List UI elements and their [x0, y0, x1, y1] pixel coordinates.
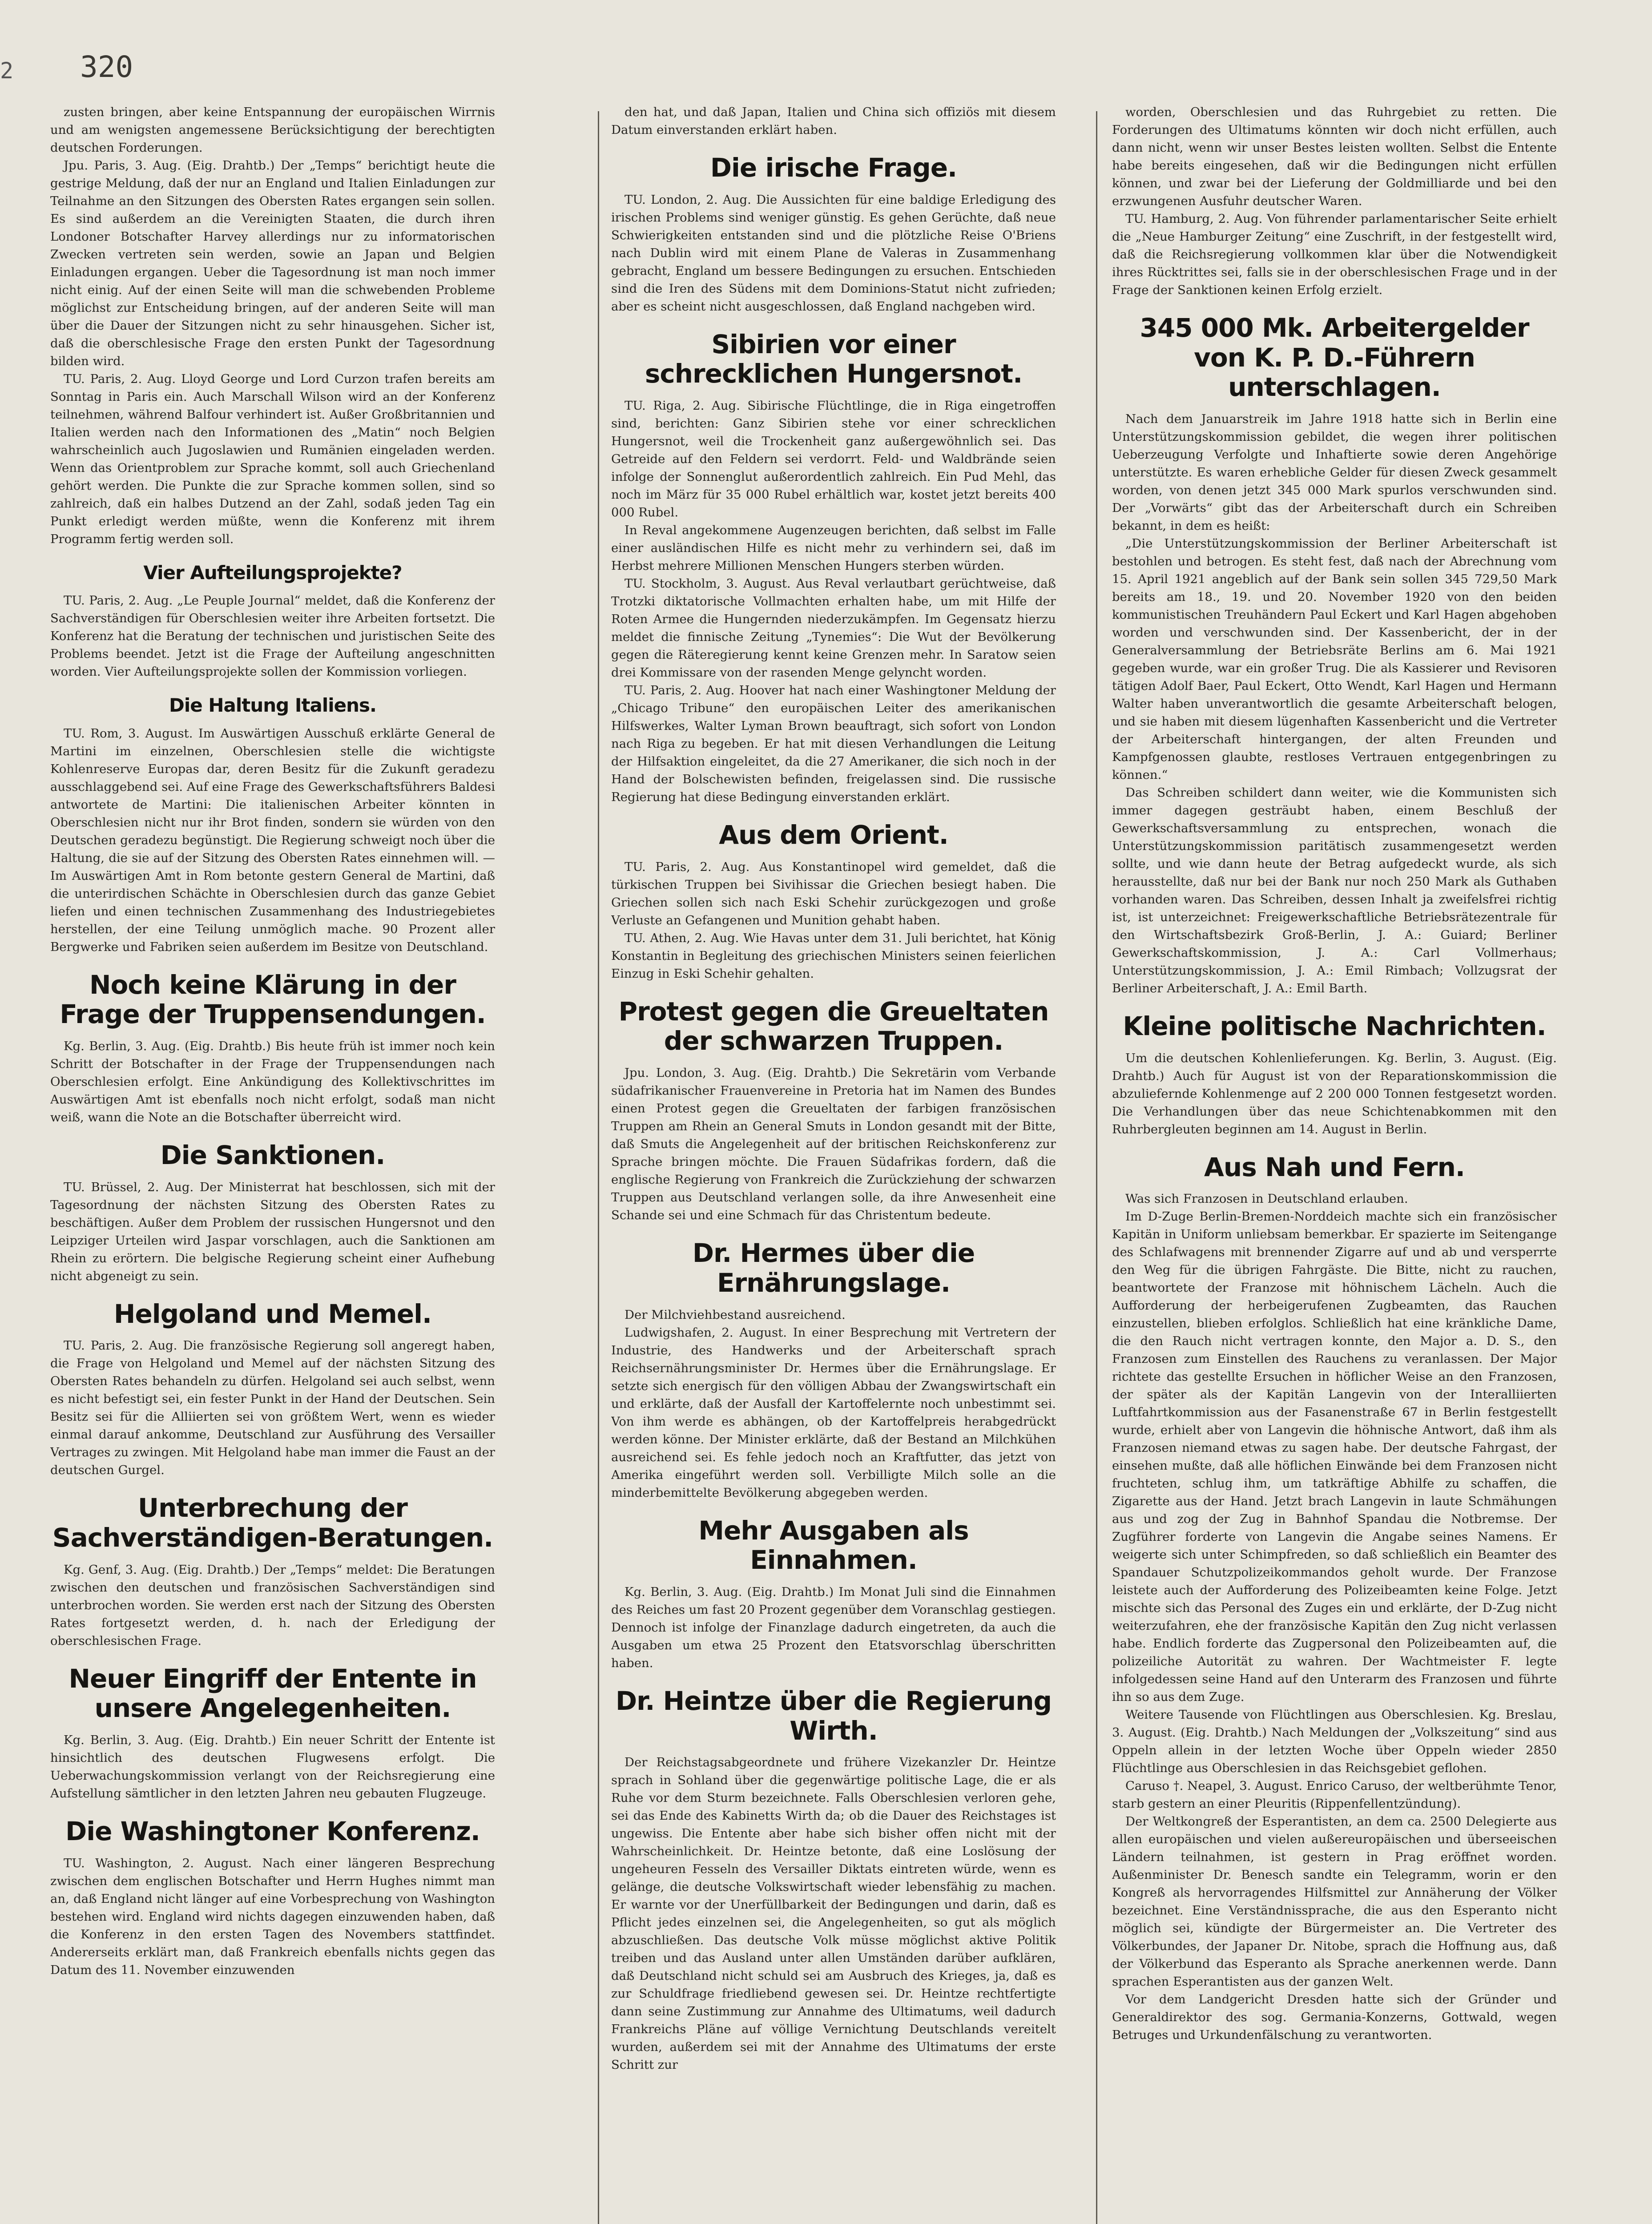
article-paragraph: Der Weltkongreß der Esperantisten, an dem ca. 2500 Delegierte aus allen europäischen und vielen außereuropäischen und überseeischen Ländern teilnahmen, ist gestern in Prag eröffnet worden. Außenminister Dr. Benesch sandte ein Telegramm, worin er den Kongreß als hervorragendes Hilfsmittel zur Annäherung der Völker bezeichnet. Eine Verständnissprache, die aus den Esperanto nicht möglich sei, kündigte der Bürgermeister an. Die Vertreter des Völkerbundes, der Japaner Dr. Nitobe, sprach die Hoffnung aus, daß der Völkerbund das Esperanto als Sprache anerkennen werde. Dann sprachen Esperantisten aus der ganzen Welt. — [1112, 1814, 1557, 1989]
article-paragraph: TU. Paris, 2. Aug. „Le Peuple Journal“ meldet, daß die Konferenz der Sachverständigen für Oberschlesien weiter ihre Arbeiten fortsetzt. Die Konferenz hat die Beratung der technischen und juristischen Seite des Problems beendet. Jetzt ist die Frage der Aufteilung angeschnitten worden. Vier Aufteilungsprojekte sollen der Kommission vorliegen. — [50, 593, 495, 679]
article-paragraph: Caruso †. Neapel, 3. August. Enrico Caruso, der weltberühmte Tenor, starb gestern an einer Pleuritis (Rippenfellentzündung). — [1112, 1779, 1557, 1811]
article-paragraph: Das Schreiben schildert dann weiter, wie die Kommunisten sich immer dagegen gesträubt haben, einem Beschluß der Gewerkschaftsversammlung zu entsprechen, wonach die Unterstützungskommission paritätisch zusammengesetzt werden sollte, und wie dann heute der Betrag aufgedeckt wurde, als sich herausstellte, daß nur bei der Bank nur noch 250 Mark als Guthaben vorhanden waren. Das Schreiben, dessen Inhalt ja zweifelsfrei richtig ist, ist unterzeichnet: Freigewerkschaftliche Betriebsrätezentrale für den Wirtschaftsbezirk Groß-Berlin, J. A.: Guiard; Berliner Gewerkschaftskommission, J. A.: Carl Vollmerhaus; Unterstützungskommission, J. A.: Emil Rimbach; Vollzugsrat der Berliner Arbeiterschaft, J. A.: Emil Barth. — [1112, 786, 1557, 996]
column-rule — [1096, 111, 1097, 2224]
article-headline: Die irische Frage. — [710, 153, 957, 183]
article-paragraph: Kg. Berlin, 3. Aug. (Eig. Drahtb.) Ein neuer Schritt der Entente ist hinsichtlich des deutschen Flugwesens erfolgt. Die Ueberwachungskommission verlangt von der Reichsregierung eine Aufstellung sämtlicher in den letzten Jahren neu gebauten Flugzeuge. — [50, 1733, 495, 1801]
article-paragraph: den hat, und daß Japan, Italien und China sich offiziös mit diesem Datum einverstanden erklärt haben. — [611, 105, 1056, 137]
article-headline: Kleine politische Nachrichten. — [1123, 1011, 1546, 1042]
edge-marks: 2 — [0, 58, 14, 84]
article-headline: Vier Aufteilungsprojekte? — [143, 562, 402, 584]
article-paragraph: Der Reichstagsabgeordnete und frühere Vizekanzler Dr. Heintze sprach in Sohland über die gegenwärtige politische Lage, die er als Ruhe vor dem Sturm bezeichnete. Falls Oberschlesien verloren gehe, sei das Ende des Kabinetts Wirth da; ob die Dauer des Reichstages ist ungewiss. Die Entente aber habe sich bisher offen nicht mit der Wahrscheinlichkeit. Dr. Heintze betonte, daß eine Loslösung der ungeheuren Fesseln des Versailler Diktats eintreten würde, wenn es gelänge, die deutsche Volkswirtschaft wieder lebensfähig zu machen. Er warnte vor der Unerfüllbarkeit der Bedingungen und darin, daß es Pflicht jedes einzelnen sei, die Angelegenheiten, so gut als möglich abzuschließen. Das deutsche Volk müsse möglichst aktive Politik treiben und das Ausland unter allen Umständen darüber aufklären, daß Deutschland nicht schuld sei am Ausbruch des Krieges, ja, daß es zur Schuldfrage friedliebend gewesen sei. Dr. Heintze rechtfertigte dann seine Zustimmung zur Annahme des Ultimatums, weil dadurch Frankreichs Pläne auf völlige Vernichtung Deutschlands vereitelt wurden, außerdem sei mit der Annahme des Ultimatums der erste Schritt zur — [611, 1755, 1056, 2072]
article-paragraph: TU. Stockholm, 3. August. Aus Reval verlautbart gerüchtweise, daß Trotzki diktatorische Vollmachten erhalten habe, um mit Hilfe der Roten Armee die Hungernden niederzukämpfen. Im Gegensatz hierzu meldet die finnische Zeitung „Tynemies“: Die Wut der Bevölkerung gegen die Räteregierung kennt keine Grenzen mehr. In Saratow seien drei Kommissare von der rasenden Menge gelyncht worden. — [611, 576, 1056, 680]
article-headline: Aus Nah und Fern. — [1204, 1152, 1465, 1182]
column-1 — [50, 103, 495, 2224]
article-paragraph: Ludwigshafen, 2. August. In einer Besprechung mit Vertretern der Industrie, des Handwerks und der Arbeiterschaft sprach Reichsernährungsminister Dr. Hermes über die Ernährungslage. Er setzte sich energisch für den völligen Abbau der Zwangswirtschaft ein und erklärte, daß der Ausfall der Kartoffelernte noch unbestimmt sei. Von ihm werde es abhängen, ob der Kartoffelpreis herabgedrückt werden könne. Der Minister erklärte, daß der Bestand an Milchkühen ausreichend sei. Es fehle jedoch noch an Kraftfutter, das jetzt von Amerika eingeführt werden soll. Verbilligte Milch solle an die minderbemittelte Bevölkerung abgegeben werden. — [611, 1325, 1056, 1500]
article-paragraph: TU. Hamburg, 2. Aug. Von führender parlamentarischer Seite erhielt die „Neue Hamburger Zeitung“ eine Zuschrift, in der festgestellt wird, daß die Reichsregierung vollkommen klar über die Notwendigkeit ihres Rücktrittes sei, falls sie in der oberschlesischen Frage und in der Frage der Sanktionen keinen Erfolg erzielt. — [1112, 212, 1557, 297]
article-headline: Dr. Hermes über die Ernährungslage. — [692, 1238, 975, 1298]
article-paragraph: worden, Oberschlesien und das Ruhrgebiet zu retten. Die Forderungen des Ultimatums könnten wir doch nicht erfüllen, auch dann nicht, wenn wir unser Bestes leisten wollten. Selbst die Entente habe bereits eingesehen, daß wir die Bedingungen nicht erfüllen können, und zwar bei der Lieferung der Goldmilliarde und bei den erzwungenen Ausfuhr deutscher Waren. — [1112, 105, 1557, 208]
article-headline: Die Washingtoner Konferenz. — [65, 1816, 480, 1847]
article-headline: Dr. Heintze über die Regierung Wirth. — [615, 1685, 1052, 1746]
article-paragraph: TU. Paris, 2. Aug. Hoover hat nach einer Washingtoner Meldung der „Chicago Tribune“ den europäischen Leiter des amerikanischen Hilfswerkes, Walter Lyman Brown beauftragt, sich sofort von London nach Riga zu begeben. Er hat mit diesen Verhandlungen die Leitung der Hilfsaktion eingeleitet, da die 27 Amerikaner, die sich noch in der Hand der Bolschewisten befinden, freigelassen sind. Die russische Regierung hat diese Bedingung einverstanden erklärt. — [611, 683, 1056, 805]
article-paragraph: TU. Riga, 2. Aug. Sibirische Flüchtlinge, die in Riga eingetroffen sind, berichten: Ganz Sibirien stehe vor einer schrecklichen Hungersnot, weil die Trockenheit ganz außergewöhnlich sei. Das Getreide auf den Feldern sei verdorrt. Feld- und Waldbrände seien infolge der Sonnenglut außerordentlich zahlreich. Ein Pud Mehl, das noch im März für 35 000 Rubel erhältlich war, kostet jetzt bereits 400 000 Rubel. — [611, 399, 1056, 520]
article-paragraph: TU. London, 2. Aug. Die Aussichten für eine baldige Erledigung des irischen Problems sind weniger günstig. Es gehen Gerüchte, daß neue Schwierigkeiten entstanden sind und die plötzliche Reise O'Briens nach Dublin wird mit einem Plane de Valeras in Zusammenhang gebracht, England um bessere Bedingungen zu ersuchen. Entschieden sind die Iren des Südens mit dem Dominions-Statut nicht zufrieden; aber es scheint nicht ausgeschlossen, daß England nachgeben wird. — [611, 192, 1056, 314]
article-paragraph: Kg. Berlin, 3. Aug. (Eig. Drahtb.) Bis heute früh ist immer noch kein Schritt der Botschafter in der Frage der Truppensendungen nach Oberschlesien erfolgt. Eine Ankündigung des Kollektivschrittes im Auswärtigen Amt ist ebenfalls noch nicht erfolgt, sodaß man nicht weiß, wann die Note an die Botschafter überreicht wird. — [50, 1039, 495, 1124]
article-paragraph: TU. Paris, 2. Aug. Lloyd George und Lord Curzon trafen bereits am Sonntag in Paris ein. Auch Marschall Wilson wird an der Konferenz teilnehmen, während Balfour verhindert ist. Außer Großbritannien und Italien werden nach den Informationen des „Matin“ noch Belgien wahrscheinlich auch Jugoslawien und Rumänien eingeladen werden. Wenn das Orientproblem zur Sprache kommt, soll auch Griechenland gehört werden. Die Punkte die zur Sprache kommen sollen, sind so zahlreich, daß ein halbes Dutzend an der Zahl, sodaß jeden Tag ein Punkt erledigt werden müßte, wenn die Konferenz mit ihrem Programm fertig werden soll. — [50, 372, 495, 546]
article-headline: Die Haltung Italiens. — [169, 694, 376, 717]
article-headline: Noch keine Klärung in der Frage der Truppensendungen. — [60, 969, 486, 1030]
article-paragraph: Weitere Tausende von Flüchtlingen aus Oberschlesien. Kg. Breslau, 3. August. (Eig. Drahtb.) Nach Meldungen der „Volkszeitung“ sind aus Oppeln allein in der letzten Woche über Oppeln wieder 2850 Flüchtlinge aus Oberschlesien in das Reichsgebiet geflohen. — [1112, 1708, 1557, 1776]
article-headline: Unterbrechung der Sachverständigen-Beratungen. — [52, 1493, 493, 1553]
article-paragraph: TU. Brüssel, 2. Aug. Der Ministerrat hat beschlossen, sich mit der Tagesordnung der nächsten Sitzung des Obersten Rates zu beschäftigen. Außer dem Problem der russischen Hungersnot und den Leipziger Urteilen wird Jaspar vorschlagen, auch die Sanktionen am Rhein zu erörtern. Die belgische Regierung scheint einer Aufhebung nicht abgeneigt zu sein. — [50, 1180, 495, 1283]
article-paragraph: Was sich Franzosen in Deutschland erlauben. — [1125, 1192, 1408, 1206]
article-headline: Neuer Eingriff der Entente in unsere Angelegenheiten. — [68, 1663, 477, 1724]
article-paragraph: Jpu. Paris, 3. Aug. (Eig. Drahtb.) Der „Temps“ berichtigt heute die gestrige Meldung, daß der nur an England und Italien Einladungen zur Teilnahme an den Sitzungen des Obersten Rates ergangen sein sollen. Es sind außerdem an die Vereinigten Staaten, die durch ihren Londoner Botschafter Harvey allerdings nur zu informatorischen Zwecken vertreten sein werden, sowie an Japan und Belgien Einladungen ergangen. Ueber die Tagesordnung ist man noch immer nicht einig. Auf der einen Seite will man die schwebenden Probleme möglichst zur Entscheidung bringen, auf der anderen Seite will man über die Dauer der Sitzungen nicht zu sehr hinausgehen. Sicher ist, daß die oberschlesische Frage den ersten Punkt der Tagesordnung bilden wird. — [50, 158, 495, 368]
article-paragraph: Jpu. London, 3. Aug. (Eig. Drahtb.) Die Sekretärin vom Verbande südafrikanischer Frauenvereine in Pretoria hat im Namen des Bundes einen Protest gegen die Greueltaten der farbigen französischen Truppen am Rhein an General Smuts in London gesandt mit der Bitte, daß Smuts die Angelegenheit auf der britischen Reichskonferenz zur Sprache bringen möchte. Die Frauen Südafrikas fordern, daß die englische Regierung von Frankreich die Zurückziehung der schwarzen Truppen aus Deutschland verlangen solle, da ihre Anwesenheit eine Schande sei und eine Schmach für das Christentum bedeute. — [611, 1066, 1056, 1223]
column-2 — [611, 103, 1056, 2224]
article-headline: Aus dem Orient. — [719, 820, 948, 850]
article-paragraph: zusten bringen, aber keine Entspannung der europäischen Wirrnis und am wenigsten angemessene Berücksichtigung der berechtigten deutschen Forderungen. — [50, 105, 495, 155]
article-paragraph: Im D-Zuge Berlin-Bremen-Norddeich machte sich ein französischer Kapitän in Uniform unliebsam bemerkbar. Er spazierte im Seitengange des Schlafwagens mit brennender Zigarre auf und ab und versperrte den Weg für die übrigen Fahrgäste. Die Bitte, nicht zu rauchen, beantwortete der Franzose mit höhnischem Lächeln. Auch die Aufforderung der herbeigerufenen Zugbeamten, das Rauchen einzustellen, blieben erfolglos. Schließlich hat eine kränkliche Dame, die den Rauch nicht vertragen konnte, den Major a. D. S., den Franzosen zum Einstellen des Rauchens zu veranlassen. Der Major richtete das gestellte Ersuchen in höflicher Weise an den Franzosen, der später als der Kapitän Langevin von der Interalliierten Luftfahrtkommission aus der Fasanenstraße 67 in Berlin festgestellt wurde, erhielt aber von Langevin die höhnische Antwort, daß ihm als Franzosen niemand etwas zu sagen habe. Der deutsche Fahrgast, der einsehen mußte, daß alle höflichen Einwände bei dem Franzosen nicht fruchteten, schlug ihm, um tatkräftige Abhilfe zu schaffen, die Zigarette aus der Hand. Jetzt brach Langevin in laute Schmähungen aus und zog der Zug in Bahnhof Spandau die Notbremse. Der Zugführer forderte von Langevin die Angabe seines Namens. Er weigerte sich unter Schimpfreden, so daß schließlich ein Beamter des Spandauer Schutzpolizeikommandos geholt wurde. Der Franzose leistete auch der Aufforderung des Polizeibeamten keine Folge. Jetzt mischte sich das Personal des Zuges ein und erklärte, der D-Zug nicht weiterzufahren, ehe der französische Kapitän den Zug nicht verlassen habe. Endlich forderte das Zugpersonal den Polizeibeamten auf, die polizeiliche Autorität zu wahren. Der Wachtmeister F. legte infolgedessen seine Hand auf den Unterarm des Franzosen und führte ihn so aus dem Zuge. — [1112, 1209, 1557, 1704]
article-headline: Mehr Ausgaben als Einnahmen. — [698, 1515, 969, 1575]
page-number: 320 — [80, 50, 133, 84]
article-headline: 345 000 Mk. Arbeitergelder von K. P. D.-Führern unterschlagen. — [1140, 313, 1529, 403]
article-paragraph: Um die deutschen Kohlenlieferungen. Kg. Berlin, 3. August. (Eig. Drahtb.) Auch für August ist von der Reparationskommission die abzuliefernde Kohlenmenge auf 2 200 000 Tonnen festgesetzt worden. Die Verhandlungen über das neue Schichtenabkommen mit den Ruhrbergleuten beginnen am 14. August in Berlin. — [1112, 1051, 1557, 1136]
article-headline: Die Sanktionen. — [160, 1140, 385, 1170]
article-paragraph: TU. Washington, 2. August. Nach einer längeren Besprechung zwischen dem englischen Botschafter und Herrn Hughes nimmt man an, daß England nicht länger auf eine Vorbesprechung von Washington bestehen wird. England wird nichts dagegen einzuwenden haben, daß die Konferenz in den ersten Tagen des Novembers stattfindet. Andererseits erklärt man, daß Frankreich ebenfalls nichts gegen das Datum des 11. November einzuwenden — [50, 1856, 495, 1977]
column-3 — [1112, 103, 1557, 2224]
article-paragraph: Kg. Berlin, 3. Aug. (Eig. Drahtb.) Im Monat Juli sind die Einnahmen des Reiches um fast 20 Prozent gegenüber dem Voranschlag gestiegen. Dennoch ist infolge der Finanzlage dadurch eingetreten, da auch die Ausgaben um etwa 25 Prozent den Etatsvorschlag überschritten haben. — [611, 1584, 1056, 1670]
article-headline: Helgoland und Memel. — [113, 1298, 432, 1329]
article-paragraph: Nach dem Januarstreik im Jahre 1918 hatte sich in Berlin eine Unterstützungskommission gebildet, die wegen ihrer politischen Ueberzeugung Verfolgte und Inhaftierte sowie deren Angehörige unterstützte. Es waren erhebliche Gelder für diesen Zweck gesammelt worden, von denen jetzt 345 000 Mark spurlos verschwunden sind. Der „Vorwärts“ gibt das der Arbeiterschaft durch ein Schreiben bekannt, in dem es heißt: — [1112, 412, 1557, 533]
column-rule — [598, 111, 599, 2224]
article-paragraph: TU. Athen, 2. Aug. Wie Havas unter dem 31. Juli berichtet, hat König Konstantin in Begleitung des griechischen Ministers seinen feierlichen Einzug in Eski Schehir gehalten. — [611, 931, 1056, 981]
article-headline: Protest gegen die Greueltaten der schwarzen Truppen. — [618, 996, 1049, 1056]
article-headline: Sibirien vor einer schrecklichen Hungersnot. — [645, 329, 1023, 389]
article-paragraph: Vor dem Landgericht Dresden hatte sich der Gründer und Generaldirektor des sog. Germania-Konzerns, Gottwald, wegen Betruges und Urkundenfälschung zu verantworten. — [1112, 1992, 1557, 2043]
article-paragraph: TU. Rom, 3. August. Im Auswärtigen Ausschuß erklärte General de Martini im einzelnen, Oberschlesien stelle die wichtigste Kohlenreserve Europas dar, deren Besitz für die Zukunft geradezu ausschlaggebend sei. Auf eine Frage des Gewerkschaftsführers Baldesi antwortete de Martini: Die italienischen Arbeiter könnten in Oberschlesien nicht nur ihr Brot finden, sondern sie würden von den Deutschen geradezu begünstigt. Die Regierung schweigt noch über die Haltung, die sie auf der Sitzung des Obersten Rates einnehmen will. — Im Auswärtigen Amt in Rom betonte gestern General de Martini, daß die unterirdischen Schächte in Oberschlesien durch das ganze Gebiet liefen und einen technischen Zusammenhang des Industriegebietes herstellen, der eine Teilung unmöglich mache. 90 Prozent aller Bergwerke und Fabriken seien außerdem im Besitze von Deutschland. — [50, 726, 495, 954]
article-paragraph: In Reval angekommene Augenzeugen berichten, daß selbst im Falle einer ausländischen Hilfe es nicht mehr zu verhindern sei, daß im Herbst mehrere Millionen Menschen Hungers sterben würden. — [611, 523, 1056, 573]
article-paragraph: „Die Unterstützungskommission der Berliner Arbeiterschaft ist bestohlen und betrogen. Es steht fest, daß nach der Abrechnung vom 15. April 1921 angeblich auf der Bank sein sollen 345 729,50 Mark bereits am 18., 19. und 20. November 1920 von den beiden kommunistischen Treuhändern Paul Eckert und Karl Hagen abgehoben worden und verschwunden sind. Der Kassenbericht, der in der Generalversammlung der Betriebsräte Berlins am 6. Mai 1921 gegeben wurde, war ein großer Trug. Die als Kassierer und Revisoren tätigen Adolf Baer, Paul Eckert, Otto Wendt, Karl Hagen und Hermann Walter haben unverantwortlich die gesamte Arbeiterschaft belogen, und sie haben mit diesem lügenhaften Kassenbericht und die Vertreter der Arbeiterschaft hintergangen, der alten Freunden und Kampfgenossen glaubte, restloses Vertrauen entgegenbringen zu können.“ — [1112, 536, 1557, 782]
article-paragraph: TU. Paris, 2. Aug. Die französische Regierung soll angeregt haben, die Frage von Helgoland und Memel auf der nächsten Sitzung des Obersten Rates behandeln zu dürfen. Helgoland sei auch selbst, wenn es nicht befestigt sei, ein fester Punkt in der Hand der Deutschen. Sein Besitz sei für die Alliierten sei von größtem Wert, wenn es wieder einmal darauf ankomme, Deutschland zur Ausführung des Versailler Vertrages zu zwingen. Mit Helgoland habe man immer die Faust an der deutschen Gurgel. — [50, 1338, 495, 1478]
article-paragraph: Kg. Genf, 3. Aug. (Eig. Drahtb.) Der „Temps“ meldet: Die Beratungen zwischen den deutschen und französischen Sachverständigen sind unterbrochen worden. Sie werden erst nach der Sitzung des Obersten Rates fortgesetzt werden, d. h. nach der Erledigung der oberschlesischen Frage. — [50, 1562, 495, 1648]
article-paragraph: TU. Paris, 2. Aug. Aus Konstantinopel wird gemeldet, daß die türkischen Truppen bei Sivihissar die Griechen besiegt haben. Die Griechen sollen sich nach Eski Schehir zurückgezogen und große Verluste an Gefangenen und Munition gehabt haben. — [611, 859, 1056, 927]
article-paragraph: Der Milchviehbestand ausreichend. — [625, 1307, 846, 1322]
